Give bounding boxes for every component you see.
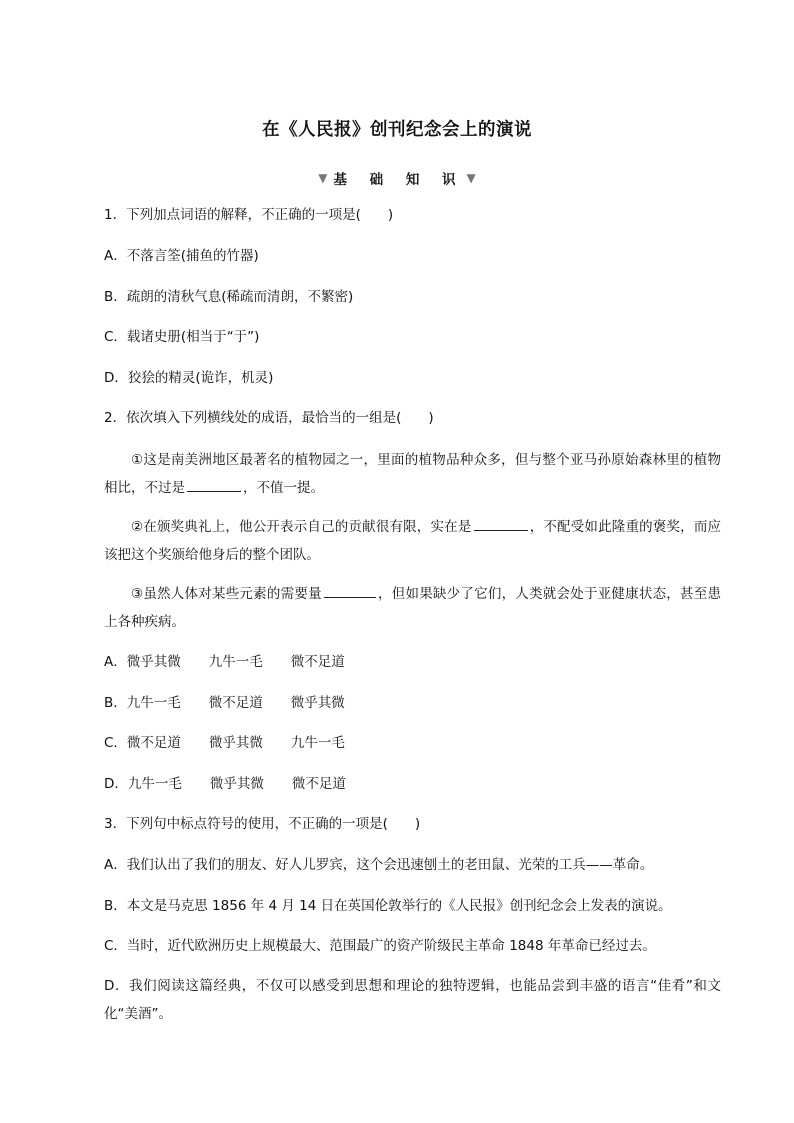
option-term: 微乎其微 <box>126 654 181 670</box>
q3-option-d: D．我们阅读这篇经典，不仅可以感受到思想和理论的独特逻辑，也能品尝到丰盛的语言“佳肴”和文化“美酒”。 <box>104 978 721 1022</box>
option-letter: C． <box>104 735 127 751</box>
q3-option-c: C．当时，近代欧洲历史上规模最大、范围最广的资产阶级民主革命 1848 年革命已经过去。 <box>104 938 656 954</box>
option-term: 九牛一毛 <box>127 776 182 792</box>
sentence-text: ③虽然人体对某些元素的需要量 <box>131 586 322 602</box>
option-term: 九牛一毛 <box>208 654 263 670</box>
q1-option-b: B．疏朗的清秋气息(稀疏而清朗，不繁密) <box>104 289 354 305</box>
document-title: 在《人民报》创刊纪念会上的演说 <box>262 120 532 140</box>
sentence-text: ，不值一提。 <box>243 480 324 496</box>
question-2-stem: 2．依次填入下列横线处的成语，最恰当的一组是( ) <box>104 410 434 426</box>
sentence-text: ，不配受如此隆重的褒奖，而应该把这个奖颁给他身后的整个团队。 <box>104 519 722 563</box>
sentence-text: ，但如果缺少了它们，人类就会处于亚健康状态，甚至患上各种疾病。 <box>104 586 721 630</box>
q2-sentence-1 <box>104 446 721 502</box>
triangle-down-icon: ▼ <box>466 171 476 185</box>
section-heading <box>0 168 794 188</box>
q2-option-c <box>104 733 724 753</box>
fill-blank <box>474 516 528 531</box>
q3-option-b: B．本文是马克思 1856 年 4 月 14 日在英国伦敦举行的《人民报》创刊纪念会上发表的演说。 <box>104 898 672 914</box>
q2-sentence-3 <box>104 580 721 636</box>
option-letter: D． <box>104 776 128 792</box>
question-1-stem: 1．下列加点词语的解释，不正确的一项是( ) <box>104 207 394 223</box>
option-term: 微乎其微 <box>208 735 263 751</box>
section-label: 基 础 知 识 <box>333 172 465 188</box>
option-letter: B． <box>104 695 127 711</box>
sentence-text: ②在颁奖典礼上，他公开表示自己的贡献很有限，实在是 <box>131 519 472 535</box>
q2-option-d <box>104 774 724 794</box>
q2-option-a <box>104 652 724 672</box>
sentence-text: ①这是南美洲地区最著名的植物园之一，里面的植物品种众多，但与整个亚马孙原始森林里的植物相比，不过是 <box>104 452 721 496</box>
option-term: 微乎其微 <box>209 776 264 792</box>
fill-blank <box>187 477 241 492</box>
option-term: 微不足道 <box>208 695 263 711</box>
q3-option-a: A．我们认出了我们的朋友、好人儿罗宾，这个会迅速刨土的老田鼠、光荣的工兵——革命。 <box>104 857 654 873</box>
option-term: 九牛一毛 <box>290 735 345 751</box>
option-term: 微不足道 <box>126 735 181 751</box>
q1-option-a: A．不落言筌(捕鱼的竹器) <box>104 248 259 264</box>
q2-option-b <box>104 693 724 713</box>
question-3-stem: 3．下列句中标点符号的使用，不正确的一项是( ) <box>104 816 421 832</box>
triangle-down-icon: ▼ <box>318 171 328 185</box>
option-term: 微不足道 <box>290 654 345 670</box>
option-letter: A． <box>104 654 127 670</box>
q1-option-d: D．狡狯的精灵(诡诈，机灵) <box>104 370 274 386</box>
option-term: 九牛一毛 <box>126 695 181 711</box>
q2-sentence-2 <box>104 513 721 569</box>
q1-option-c: C．载诸史册(相当于“于”) <box>104 329 260 345</box>
option-term: 微不足道 <box>291 776 346 792</box>
option-term: 微乎其微 <box>290 695 345 711</box>
fill-blank <box>324 583 376 598</box>
